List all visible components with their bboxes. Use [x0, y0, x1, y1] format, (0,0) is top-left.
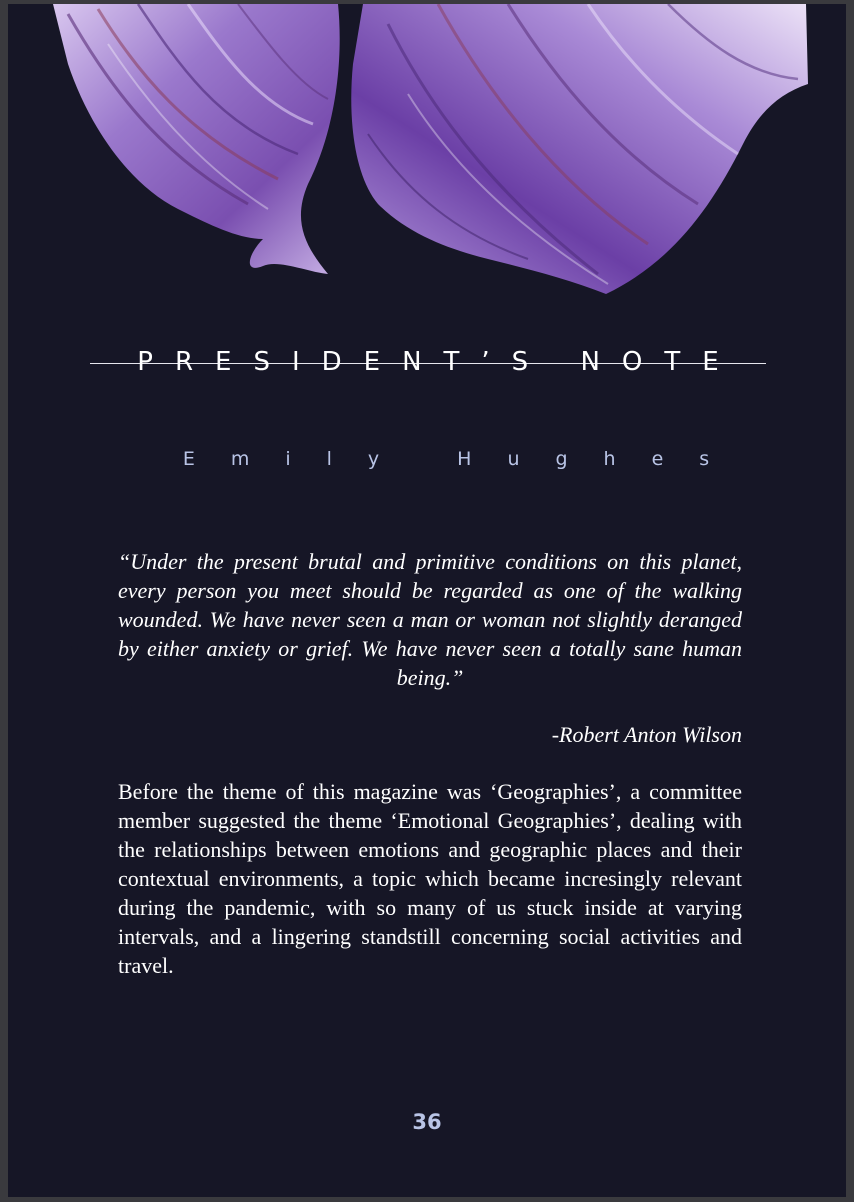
quote-attribution: -Robert Anton Wilson — [551, 722, 742, 747]
author-name: Emily Hughes — [182, 448, 746, 470]
epigraph-quote: “Under the present brutal and primitive conditions on this planet, every person you meet should be regarded as one of the walking wounded. We have never seen a man or woman not slightly deranged by either anxiety or grief. We have never seen a totally sane human being.” — [118, 549, 742, 690]
header-artwork — [8, 4, 846, 304]
page-number: 36 — [412, 1110, 442, 1134]
page-title: PRESIDENT’S NOTE — [137, 347, 741, 377]
body-paragraph: Before the theme of this magazine was ‘Geographies’, a committee member suggested the theme ‘Emotional Geographies’, dealing with the relationships between emotions and geographic places and their contextual environments, a topic which became incresingly relevant during the pandemic, with so many of us stuck inside at varying intervals, and a lingering standstill concerning social activities and travel. — [118, 779, 742, 978]
magazine-page — [8, 4, 846, 1197]
title-block — [90, 344, 766, 380]
